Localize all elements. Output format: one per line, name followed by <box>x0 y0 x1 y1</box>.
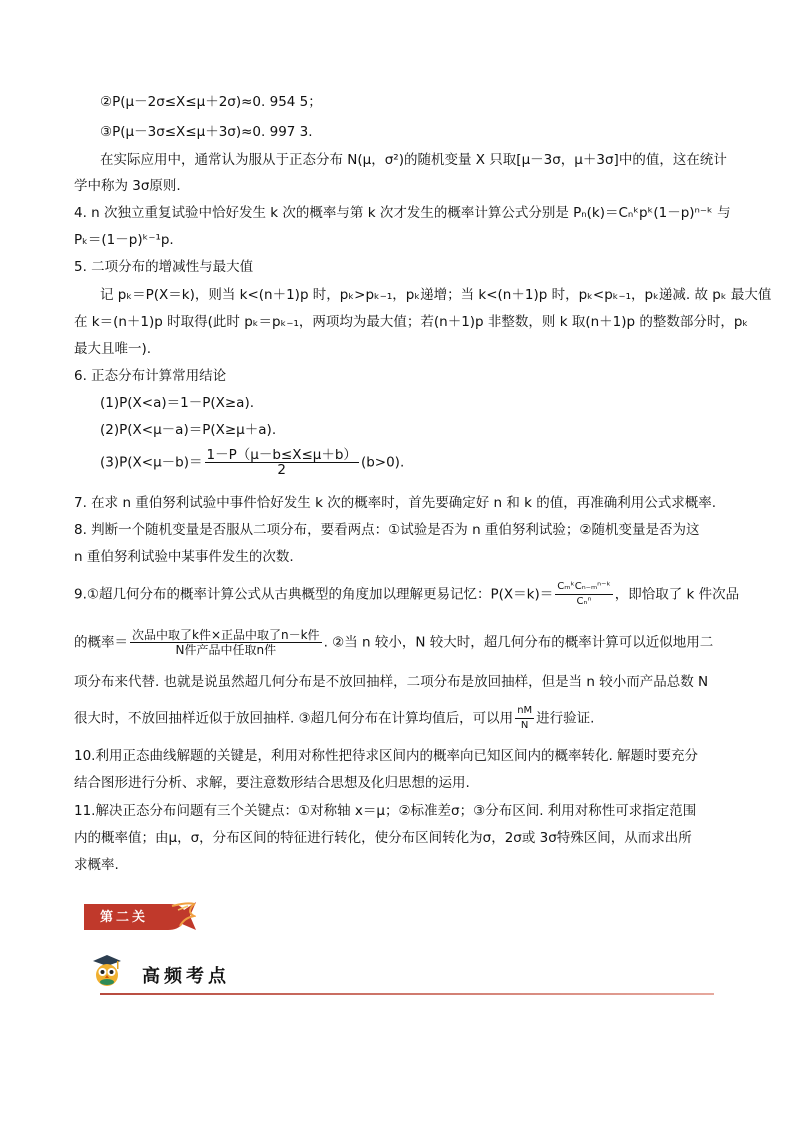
text-line: (2)P(X<μ－a)＝P(X≥μ＋a). <box>100 422 277 438</box>
fraction <box>555 580 612 609</box>
graduate-owl-icon <box>92 953 122 987</box>
fraction <box>515 704 534 733</box>
text-line: 最大且唯一). <box>74 341 152 357</box>
text-line: 10.利用正态曲线解题的关键是，利用对称性把待求区间内的概率向已知区间内的概率转化. 解题时要充分 <box>74 748 699 764</box>
section-heading: 6. 正态分布计算常用结论 <box>74 368 227 384</box>
text-line: (1)P(X<a)＝1－P(X≥a). <box>100 395 255 411</box>
formula-line <box>74 704 594 733</box>
formula-suffix: 进行验证. <box>536 710 595 727</box>
fraction <box>130 628 322 657</box>
fraction-numerator: CₘᵏCₙ₋ₘⁿ⁻ᵏ <box>555 580 612 595</box>
fraction-numerator: 1－P（μ－b≤X≤μ＋b） <box>206 447 357 463</box>
text-line: 7. 在求 n 重伯努利试验中事件恰好发生 k 次的概率时，首先要确定好 n 和 k 的值，再准确利用公式求概率. <box>74 495 717 511</box>
text-line: Pₖ＝(1－p)ᵏ⁻¹p. <box>74 232 174 248</box>
text-line: 内的概率值；由μ，σ，分布区间的特征进行转化，使分布区间转化为σ，2σ或 3σ特殊区间，从而求出所 <box>74 830 692 846</box>
section-title: 高频考点 <box>142 966 230 987</box>
text-line: 4. n 次独立重复试验中恰好发生 k 次的概率与第 k 次才发生的概率计算公式分别是 Pₙ(k)＝Cₙᵏpᵏ(1－p)ⁿ⁻ᵏ 与 <box>74 205 731 221</box>
formula-line <box>74 580 739 609</box>
text-line: 在实际应用中，通常认为服从于正态分布 N(μ，σ²)的随机变量 X 只取[μ－3σ，μ＋3σ]中的值，这在统计 <box>100 152 727 168</box>
fraction-numerator: 次品中取了k件×正品中取了n－k件 <box>132 628 320 642</box>
formula-prefix: 很大时，不放回抽样近似于放回抽样. ③超几何分布在计算均值后，可以用 <box>74 710 514 727</box>
text-line: 项分布来代替. 也就是说虽然超几何分布是不放回抽样，二项分布是放回抽样，但是当 n 较小而产品总数 N <box>74 674 709 690</box>
formula-line <box>100 448 404 477</box>
text-line: ③P(μ－3σ≤X≤μ＋3σ)≈0. 997 3. <box>100 124 313 140</box>
formula-prefix: 的概率＝ <box>74 634 128 651</box>
text-line: 求概率. <box>74 857 119 873</box>
fraction-denominator: Cₙⁿ <box>576 596 592 607</box>
text-line: 11.解决正态分布问题有三个关键点：①对称轴 x＝μ；②标准差σ；③分布区间. 利用对称性可求指定范围 <box>74 803 697 819</box>
text-line: 记 pₖ＝P(X＝k)，则当 k<(n＋1)p 时，pₖ>pₖ₋₁，pₖ递增；当 k<(n＋1)p 时，pₖ<pₖ₋₁，pₖ递减. 故 pₖ 最大值 <box>100 287 772 303</box>
fraction-numerator: nM <box>515 704 534 719</box>
text-line: ②P(μ－2σ≤X≤μ＋2σ)≈0. 954 5； <box>100 94 322 110</box>
formula-suffix: ，即恰取了 k 件次品 <box>614 586 740 603</box>
text-line: 在 k＝(n＋1)p 时取得(此时 pₖ＝pₖ₋₁，两项均为最大值；若(n＋1)p 非整数，则 k 取(n＋1)p 的整数部分时，pₖ <box>74 314 749 330</box>
formula-prefix: 9.①超几何分布的概率计算公式从古典概型的角度加以理解更易记忆：P(X＝k)＝ <box>74 586 554 603</box>
title-underline <box>100 993 714 995</box>
section-heading: 5. 二项分布的增减性与最大值 <box>74 259 254 275</box>
text-line: n 重伯努利试验中某事件发生的次数. <box>74 549 294 565</box>
fraction-denominator: N件产品中任取n件 <box>175 643 277 657</box>
formula-line <box>74 628 713 657</box>
fraction <box>205 448 359 477</box>
banner-label: 第二关 <box>100 910 149 925</box>
formula-suffix: . ②当 n 较小，N 较大时，超几何分布的概率计算可以近似地用二 <box>323 634 714 651</box>
text-line: 结合图形进行分析、求解，要注意数形结合思想及化归思想的运用. <box>74 775 470 791</box>
fraction-denominator: N <box>520 720 529 731</box>
formula-prefix: (3)P(X<μ－b)＝ <box>100 454 203 471</box>
formula-suffix: (b>0). <box>360 454 405 471</box>
text-line: 8. 判断一个随机变量是否服从二项分布，要看两点：①试验是否为 n 重伯努利试验；②随机变量是否为这 <box>74 522 700 538</box>
text-line: 学中称为 3σ原则. <box>74 178 181 194</box>
fraction-denominator: 2 <box>277 462 287 478</box>
